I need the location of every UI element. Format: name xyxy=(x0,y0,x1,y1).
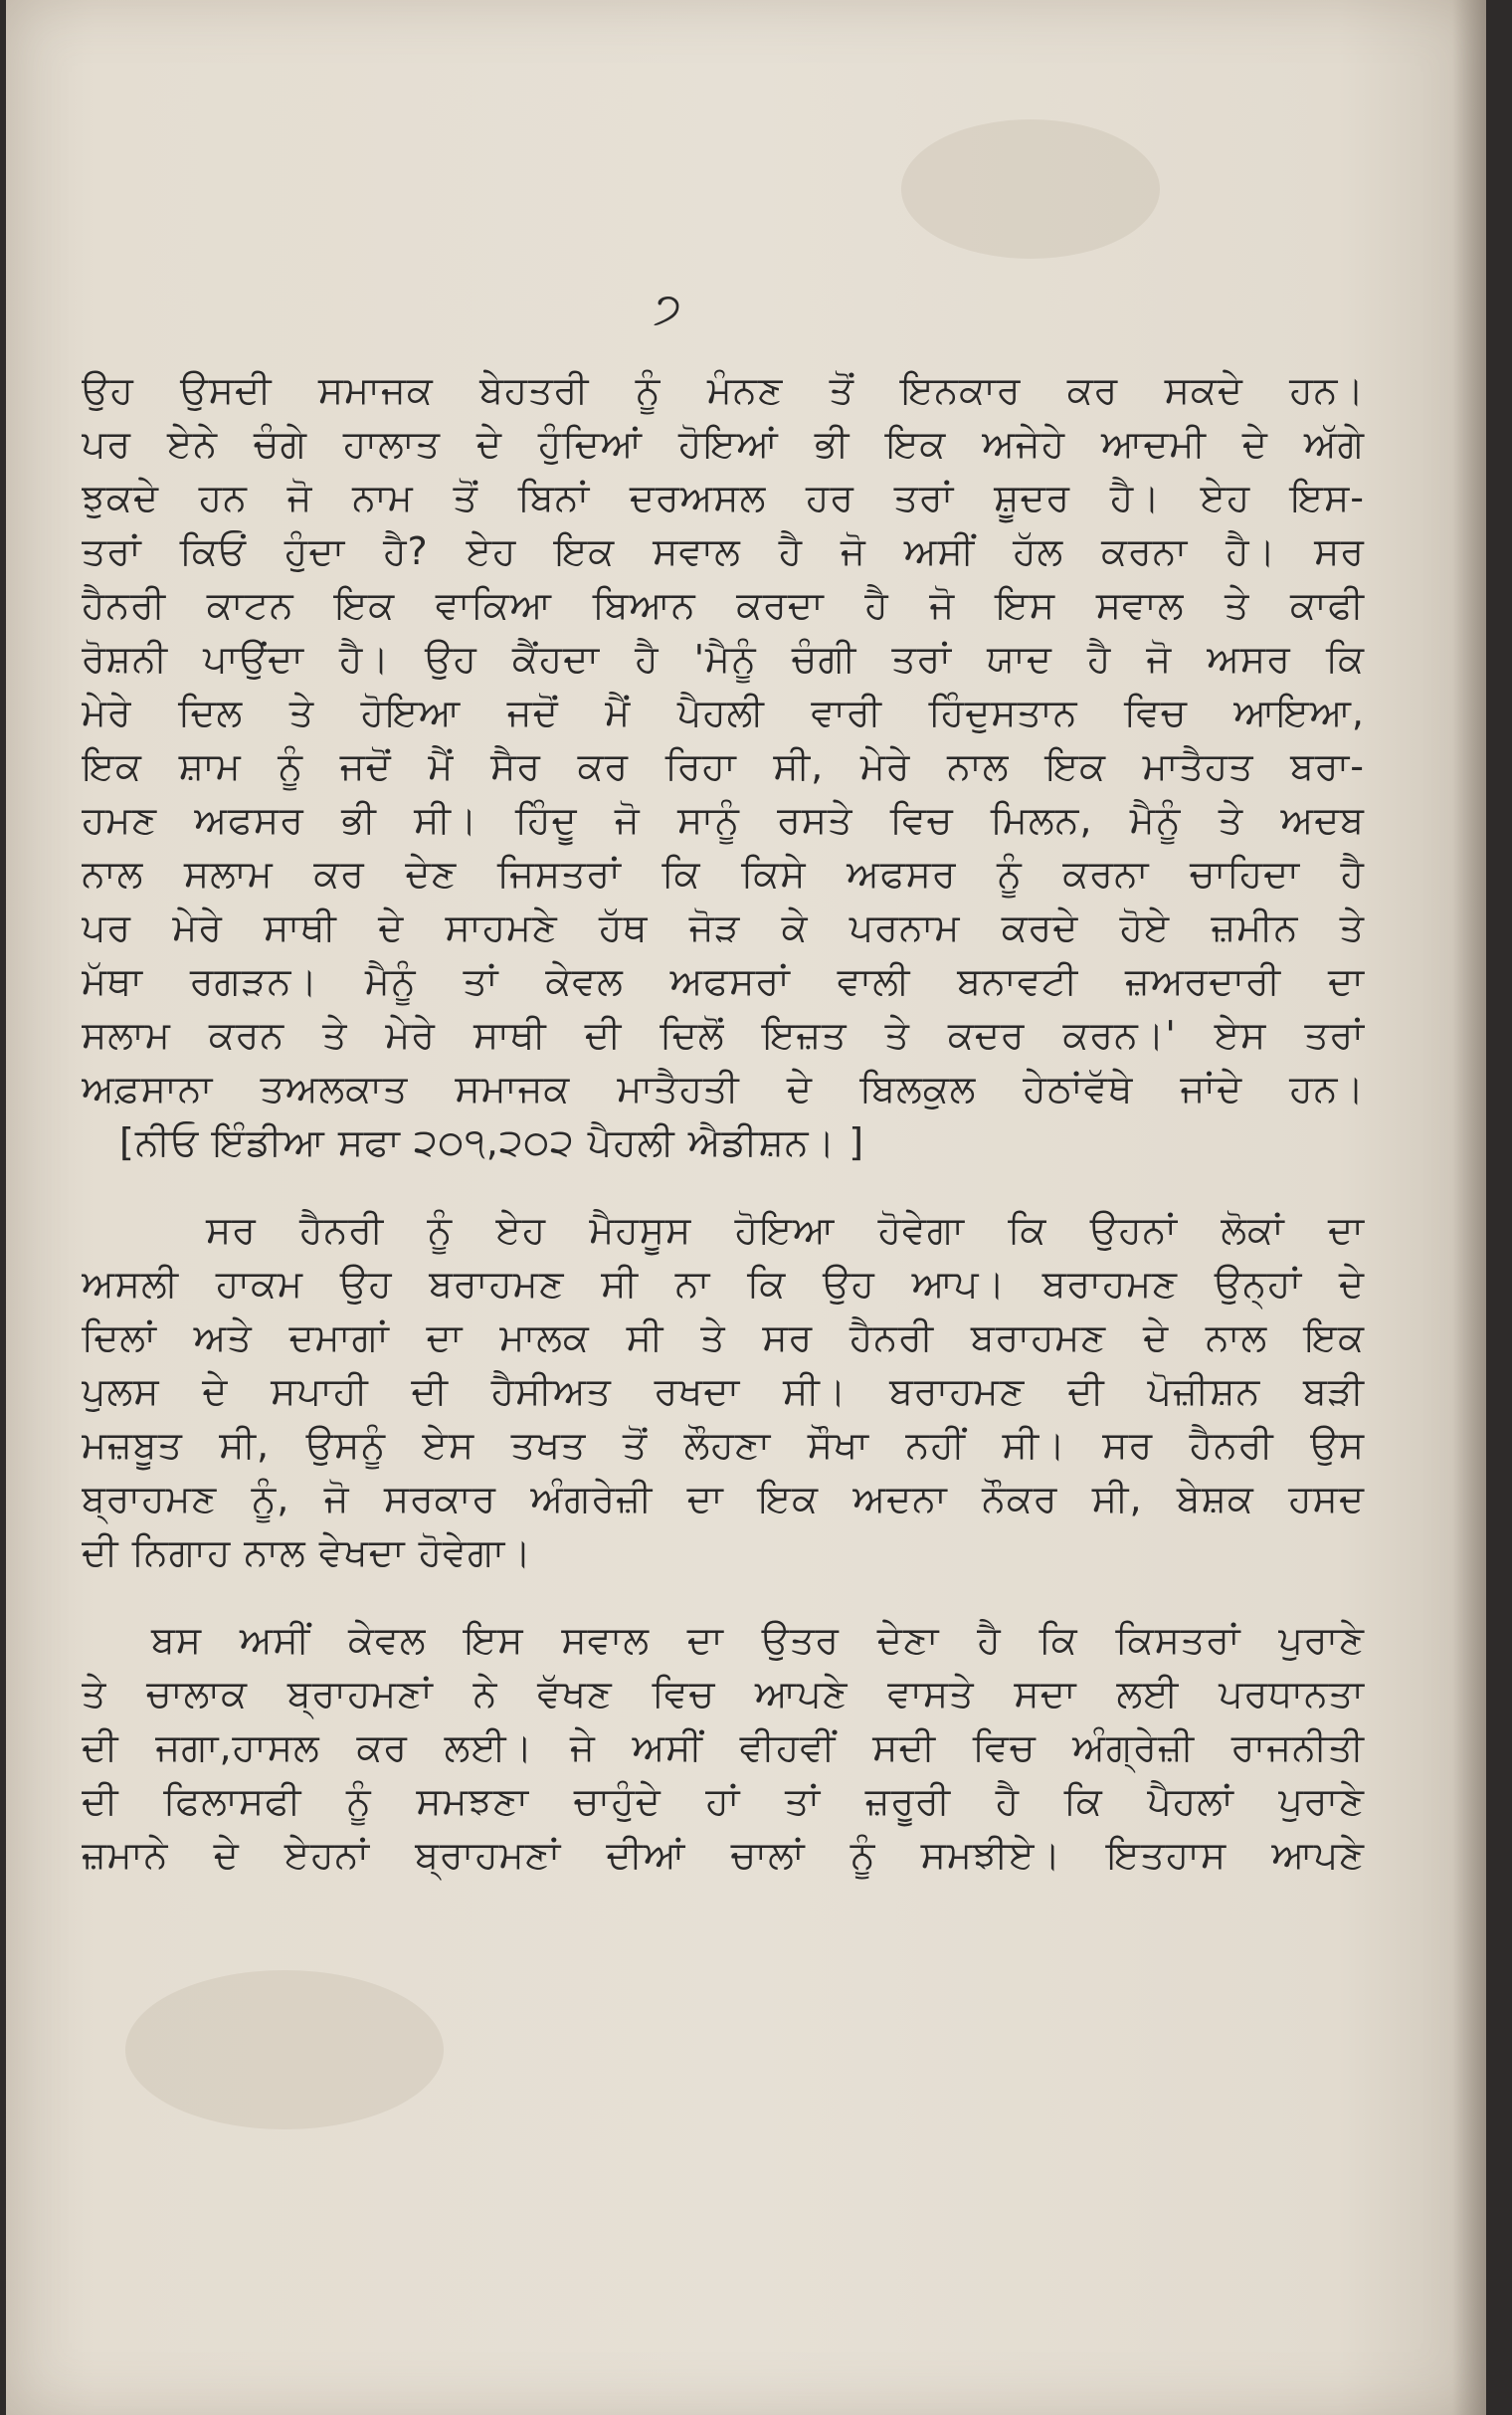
paragraph-1 xyxy=(82,363,1365,1115)
text-line: ਪਰ ਮੇਰੇ ਸਾਥੀ ਦੇ ਸਾਹਮਣੇ ਹੱਥ ਜੋੜ ਕੇ ਪਰਨਾਮ ਕਰਦੇ ਹੋਏ ਜ਼ਮੀਨ ਤੇ xyxy=(82,906,1365,949)
page-number: ੭ xyxy=(653,284,682,334)
text-line: ਰੋਸ਼ਨੀ ਪਾਉਂਦਾ ਹੈ। ਉਹ ਕੈਂਹਦਾ ਹੈ 'ਮੈਨੂੰ ਚੰਗੀ ਤਰਾਂ ਯਾਦ ਹੈ ਜੋ ਅਸਰ ਕਿ xyxy=(82,637,1365,681)
paragraph-2 xyxy=(82,1203,1365,1579)
text-line: ਇਕ ਸ਼ਾਮ ਨੂੰ ਜਦੋਂ ਮੈਂ ਸੈਰ ਕਰ ਰਿਹਾ ਸੀ, ਮੇਰੇ ਨਾਲ ਇਕ ਮਾਤੈਹਤ ਬਰਾ- xyxy=(82,744,1365,788)
book-page xyxy=(6,0,1486,2415)
text-line: ਬ੍ਰਾਹਮਣ ਨੂੰ, ਜੋ ਸਰਕਾਰ ਅੰਗਰੇਜ਼ੀ ਦਾ ਇਕ ਅਦਨਾ ਨੌਕਰ ਸੀ, ਬੇਸ਼ਕ ਹਸਦ xyxy=(82,1477,1365,1520)
text-line: ਤੇ ਚਾਲਾਕ ਬ੍ਰਾਹਮਣਾਂ ਨੇ ਵੱਖਣ ਵਿਚ ਆਪਣੇ ਵਾਸਤੇ ਸਦਾ ਲਈ ਪਰਧਾਨਤਾ xyxy=(82,1672,1365,1715)
text-line: ਨਾਲ ਸਲਾਮ ਕਰ ਦੇਣ ਜਿਸਤਰਾਂ ਕਿ ਕਿਸੇ ਅਫਸਰ ਨੂੰ ਕਰਨਾ ਚਾਹਿਦਾ ਹੈ xyxy=(82,852,1365,896)
text-line: ਹਮਣ ਅਫਸਰ ਭੀ ਸੀ। ਹਿੰਦੂ ਜੋ ਸਾਨੂੰ ਰਸਤੇ ਵਿਚ ਮਿਲਨ, ਮੈਨੂੰ ਤੇ ਅਦਬ xyxy=(82,798,1365,842)
body-text xyxy=(82,363,1365,1882)
text-line: ਸਲਾਮ ਕਰਨ ਤੇ ਮੇਰੇ ਸਾਥੀ ਦੀ ਦਿਲੋਂ ਇਜ਼ਤ ਤੇ ਕਦਰ ਕਰਨ।' ਏਸ ਤਰਾਂ xyxy=(82,1013,1365,1057)
text-line: ਪੁਲਸ ਦੇ ਸਪਾਹੀ ਦੀ ਹੈਸੀਅਤ ਰਖਦਾ ਸੀ। ਬਰਾਹਮਣ ਦੀ ਪੋਜ਼ੀਸ਼ਨ ਬੜੀ xyxy=(82,1369,1365,1413)
text-line: ਅਸਲੀ ਹਾਕਮ ਉਹ ਬਰਾਹਮਣ ਸੀ ਨਾ ਕਿ ਉਹ ਆਪ। ਬਰਾਹਮਣ ਉਨ੍ਹਾਂ ਦੇ xyxy=(82,1262,1365,1306)
citation: [ਨੀਓ ਇੰਡੀਆ ਸਫਾ ੨੦੧,੨੦੨ ਪੈਹਲੀ ਐਡੀਸ਼ਨ। ] xyxy=(119,1120,865,1164)
text-line: ਮਜ਼ਬੂਤ ਸੀ, ਉਸਨੂੰ ਏਸ ਤਖਤ ਤੋਂ ਲੌਹਣਾ ਸੌਖਾ ਨਹੀਂ ਸੀ। ਸਰ ਹੈਨਰੀ ਉਸ xyxy=(82,1423,1365,1467)
text-line: ਦਿਲਾਂ ਅਤੇ ਦਮਾਗਾਂ ਦਾ ਮਾਲਕ ਸੀ ਤੇ ਸਰ ਹੈਨਰੀ ਬਰਾਹਮਣ ਦੇ ਨਾਲ ਇਕ xyxy=(82,1315,1365,1359)
text-line: ਦੀ ਨਿਗਾਹ ਨਾਲ ਵੇਖਦਾ ਹੋਵੇਗਾ। xyxy=(82,1530,532,1574)
paragraph-gap xyxy=(82,1579,1365,1613)
paper-stain xyxy=(901,119,1160,259)
paragraph-3 xyxy=(82,1613,1365,1882)
text-line: ਪਰ ਏਨੇ ਚੰਗੇ ਹਾਲਾਤ ਦੇ ਹੁੰਦਿਆਂ ਹੋਇਆਂ ਭੀ ਇਕ ਅਜੇਹੇ ਆਦਮੀ ਦੇ ਅੱਗੇ xyxy=(82,422,1365,466)
text-line: ਜ਼ਮਾਨੇ ਦੇ ਏਹਨਾਂ ਬ੍ਰਾਹਮਣਾਂ ਦੀਆਂ ਚਾਲਾਂ ਨੂੰ ਸਮਝੀਏ। ਇਤਹਾਸ ਆਪਣੇ xyxy=(82,1833,1365,1877)
text-line: ਤਰਾਂ ਕਿਓਂ ਹੁੰਦਾ ਹੈ? ਏਹ ਇਕ ਸਵਾਲ ਹੈ ਜੋ ਅਸੀਂ ਹੱਲ ਕਰਨਾ ਹੈ। ਸਰ xyxy=(82,529,1365,573)
text-line: ਸਰ ਹੈਨਰੀ ਨੂੰ ਏਹ ਮੈਹਸੂਸ ਹੋਇਆ ਹੋਵੇਗਾ ਕਿ ਉਹਨਾਂ ਲੋਕਾਂ ਦਾ xyxy=(206,1208,1365,1252)
text-line: ਹੈਨਰੀ ਕਾਟਨ ਇਕ ਵਾਕਿਆ ਬਿਆਨ ਕਰਦਾ ਹੈ ਜੋ ਇਸ ਸਵਾਲ ਤੇ ਕਾਫੀ xyxy=(82,583,1365,627)
page-edge-shadow xyxy=(1452,0,1486,2415)
text-line: ਮੇਰੇ ਦਿਲ ਤੇ ਹੋਇਆ ਜਦੋਂ ਮੈਂ ਪੈਹਲੀ ਵਾਰੀ ਹਿੰਦੁਸਤਾਨ ਵਿਚ ਆਇਆ, xyxy=(82,691,1365,734)
text-line: ਦੀ ਜਗਾ,ਹਾਸਲ ਕਰ ਲਈ। ਜੇ ਅਸੀਂ ਵੀਹਵੀਂ ਸਦੀ ਵਿਚ ਅੰਗ੍ਰੇਜ਼ੀ ਰਾਜਨੀਤੀ xyxy=(82,1725,1365,1769)
text-line: ਉਹ ਉਸਦੀ ਸਮਾਜਕ ਬੇਹਤਰੀ ਨੂੰ ਮੰਨਣ ਤੋਂ ਇਨਕਾਰ ਕਰ ਸਕਦੇ ਹਨ। xyxy=(82,368,1365,412)
text-line: ਝੁਕਦੇ ਹਨ ਜੋ ਨਾਮ ਤੋਂ ਬਿਨਾਂ ਦਰਅਸਲ ਹਰ ਤਰਾਂ ਸ਼ੂਦਰ ਹੈ। ਏਹ ਇਸ- xyxy=(82,476,1365,519)
text-line: ਦੀ ਫਿਲਾਸਫੀ ਨੂੰ ਸਮਝਣਾ ਚਾਹੁੰਦੇ ਹਾਂ ਤਾਂ ਜ਼ਰੂਰੀ ਹੈ ਕਿ ਪੈਹਲਾਂ ਪੁਰਾਣੇ xyxy=(82,1779,1365,1823)
paper-stain xyxy=(125,1970,444,2129)
paragraph-gap xyxy=(82,1169,1365,1203)
text-line: ਮੱਥਾ ਰਗੜਨ। ਮੈਨੂੰ ਤਾਂ ਕੇਵਲ ਅਫਸਰਾਂ ਵਾਲੀ ਬਨਾਵਟੀ ਜ਼ਅਰਦਾਰੀ ਦਾ xyxy=(82,959,1365,1003)
text-line: ਬਸ ਅਸੀਂ ਕੇਵਲ ਇਸ ਸਵਾਲ ਦਾ ਉਤਰ ਦੇਣਾ ਹੈ ਕਿ ਕਿਸਤਰਾਂ ਪੁਰਾਣੇ xyxy=(151,1618,1365,1662)
text-line: ਅਫ਼ਸਾਨਾ ਤਅਲਕਾਤ ਸਮਾਜਕ ਮਾਤੈਹਤੀ ਦੇ ਬਿਲਕੁਲ ਹੇਠਾਂਵੱਥੇ ਜਾਂਦੇ ਹਨ। xyxy=(82,1067,1365,1110)
